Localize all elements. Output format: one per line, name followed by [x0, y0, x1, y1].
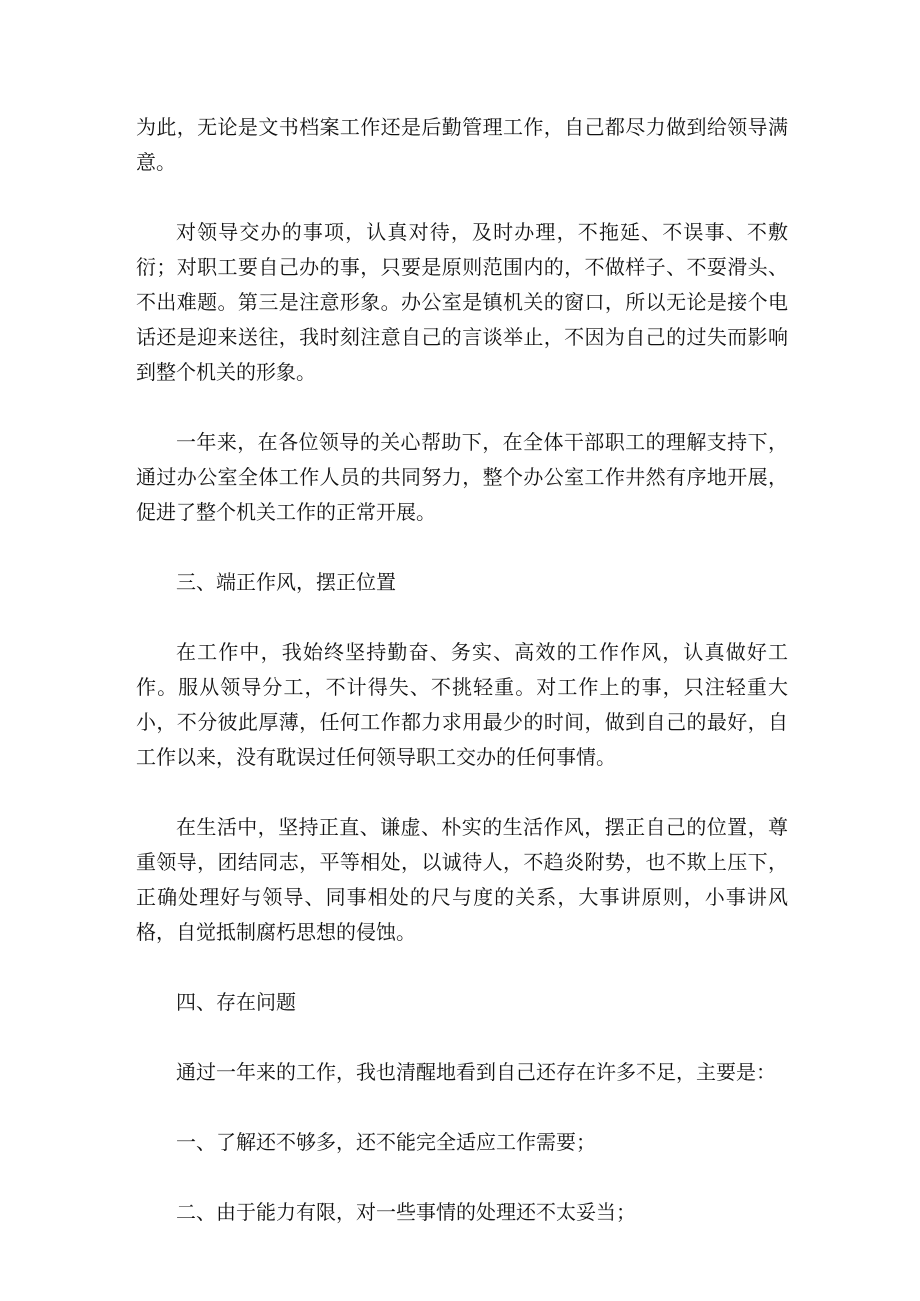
document-body — [136, 110, 788, 1265]
paragraph-problems-intro: 通过一年来的工作，我也清醒地看到自己还存在许多不足，主要是： — [176, 1060, 776, 1084]
paragraph-intro: 为此，无论是文书档案工作还是后勤管理工作，自己都尽力做到给领导满意。 — [136, 115, 788, 174]
section-heading-4: 四、存在问题 — [176, 990, 296, 1014]
paragraph-life-style: 在生活中，坚持正直、谦虚、朴实的生活作风，摆正自己的位置，尊重领导，团结同志，平等相处，以诚待人，不趋炎附势，也不欺上压下，正确处理好与领导、同事相处的尺与度的关系，大事讲原则，小事讲风格，自觉抵制腐朽思想的侵蚀。 — [136, 815, 788, 944]
paragraph-work-style: 在工作中，我始终坚持勤奋、务实、高效的工作作风，认真做好工作。服从领导分工，不计得失、不挑轻重。对工作上的事，只注轻重大小，不分彼此厚薄，任何工作都力求用最少的时间，做到自己的最好，自工作以来，没有耽误过任何领导职工交办的任何事情。 — [136, 640, 788, 769]
section-heading-3: 三、端正作风，摆正位置 — [176, 570, 396, 594]
paragraph-year-summary: 一年来，在各位领导的关心帮助下，在全体干部职工的理解支持下，通过办公室全体工作人员的共同努力，整个办公室工作井然有序地开展，促进了整个机关工作的正常开展。 — [136, 430, 788, 524]
list-item-problem-2: 二、由于能力有限，对一些事情的处理还不太妥当； — [176, 1200, 636, 1224]
list-item-problem-1: 一、了解还不够多，还不能完全适应工作需要； — [176, 1130, 596, 1154]
paragraph-leadership-tasks: 对领导交办的事项，认真对待，及时办理，不拖延、不误事、不敷衍；对职工要自己办的事，只要是原则范围内的，不做样子、不耍滑头、不出难题。第三是注意形象。办公室是镇机关的窗口，所以无论是接个电话还是迎来送往，我时刻注意自己的言谈举止，不因为自己的过失而影响到整个机关的形象。 — [136, 220, 788, 384]
